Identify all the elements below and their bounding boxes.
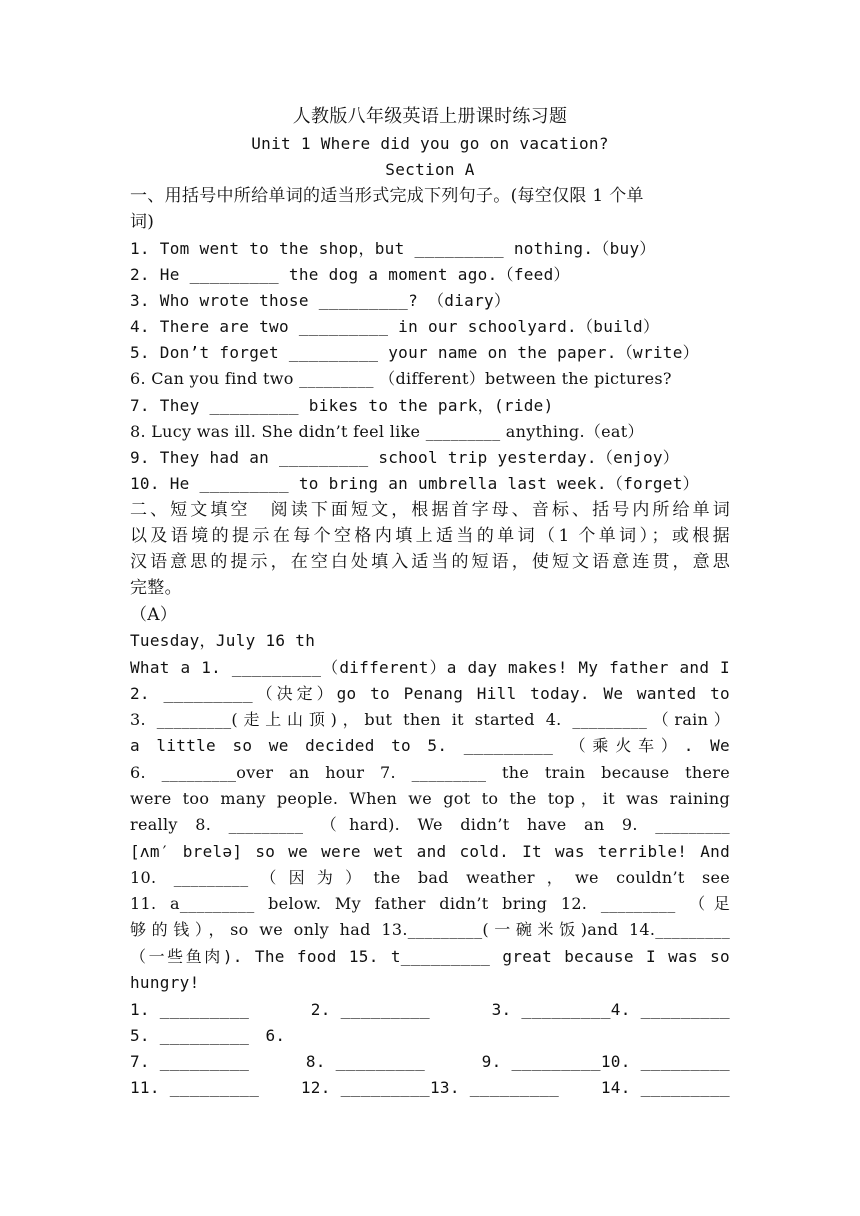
passage-date: Tuesday，July 16 th <box>130 631 316 650</box>
passage-label: （A） <box>130 605 178 625</box>
passage-line: （一些鱼肉). The food 15. t_________ great because I was so <box>130 947 730 966</box>
answer-row <box>130 1075 730 1101</box>
passage-line: 6. _________over an hour 7. _________ the train because there <box>130 763 730 782</box>
passage-line: 够的钱），so we only had 13._________(一碗米饭)and 14._________ <box>130 920 730 939</box>
exercise-item-1: 1. Tom went to the shop，but _________ nothing.（buy） <box>130 239 656 258</box>
unit-title: Unit 1 Where did you go on vacation? <box>251 134 609 153</box>
part2-instruction-line: 汉语意思的提示，在空白处填入适当的短语，使短文语意连贯，意思 <box>130 552 730 572</box>
answer-blank: 12. _________13. _________ <box>300 1078 560 1097</box>
exercise-item-10: 10. He _________ to bring an umbrella last week.（forget） <box>130 474 699 493</box>
passage-line: 11. a_________ below. My father didn’t bring 12. _________ （足 <box>130 894 730 913</box>
exercise-item-7: 7. They _________ bikes to the park，(ride) <box>130 396 554 415</box>
answer-blank: 2. _________ <box>310 1000 430 1019</box>
part2-instruction: 二、短文填空 阅读下面短文，根据首字母、音标、括号内所给单词 <box>130 500 730 520</box>
passage-line: were too many people. When we got to the top，it was raining <box>130 789 730 808</box>
answer-blank: 7. _________ <box>130 1052 250 1071</box>
passage-line: [ʌm′ brelə] so we were wet and cold. It was terrible! And <box>130 842 730 861</box>
answer-blank: 1. _________ <box>130 1000 250 1019</box>
passage-line: 2. _________（决定）go to Penang Hill today. We wanted to <box>130 684 730 703</box>
exercise-item-8: 8. Lucy was ill. She didn’t feel like _________ anything.（eat） <box>130 422 644 441</box>
part2-instruction-line: 以及语境的提示在每个空格内填上适当的单词（1 个单词）；或根据 <box>130 526 730 546</box>
passage-line: hungry! <box>130 973 200 992</box>
part1-instruction: 一、用括号中所给单词的适当形式完成下列句子。(每空仅限 1 个单 <box>130 186 644 206</box>
section-title: Section A <box>385 160 475 179</box>
passage-line: 3. _________(走上山顶)，but then it started 4. _________（rain） <box>130 710 730 729</box>
part2-instruction-line: 完整。 <box>130 578 182 598</box>
passage-line: really 8. _________ （hard). We didn’t have an 9. _________ <box>130 815 730 834</box>
answer-blank: 11. _________ <box>130 1078 260 1097</box>
page-title: 人教版八年级英语上册课时练习题 <box>292 106 568 127</box>
answer-row <box>130 997 730 1023</box>
exercise-item-3: 3. Who wrote those _________? （diary） <box>130 291 511 310</box>
answer-blank: 3. _________4. _________ <box>491 1000 730 1019</box>
answer-blank: 14. _________ <box>600 1078 730 1097</box>
answer-row <box>130 1023 730 1049</box>
passage-line: a little so we decided to 5. _________ （乘火车）. We <box>130 736 730 755</box>
passage-line: What a 1. _________（different）a day makes! My father and I <box>130 658 730 677</box>
exercise-item-2: 2. He _________ the dog a moment ago.（feed） <box>130 265 570 284</box>
part1-instruction-cont: 词) <box>130 212 155 232</box>
answer-blank: 9. _________10. _________ <box>481 1052 730 1071</box>
answer-row <box>130 1049 730 1075</box>
exercise-item-9: 9. They had an _________ school trip yesterday.（enjoy） <box>130 448 680 467</box>
exercise-item-6: 6. Can you find two _________ （different）between the pictures? <box>130 369 672 388</box>
exercise-item-4: 4. There are two _________ in our schoolyard.（build） <box>130 317 660 336</box>
answer-blank: 8. _________ <box>305 1052 426 1071</box>
passage-line: 10. _________（因为）the bad weather，we couldn’t see <box>130 868 730 887</box>
answer-blank: 5. _________ 6. <box>130 1026 286 1045</box>
exercise-item-5: 5. Don’t forget _________ your name on the paper.（write） <box>130 343 699 362</box>
